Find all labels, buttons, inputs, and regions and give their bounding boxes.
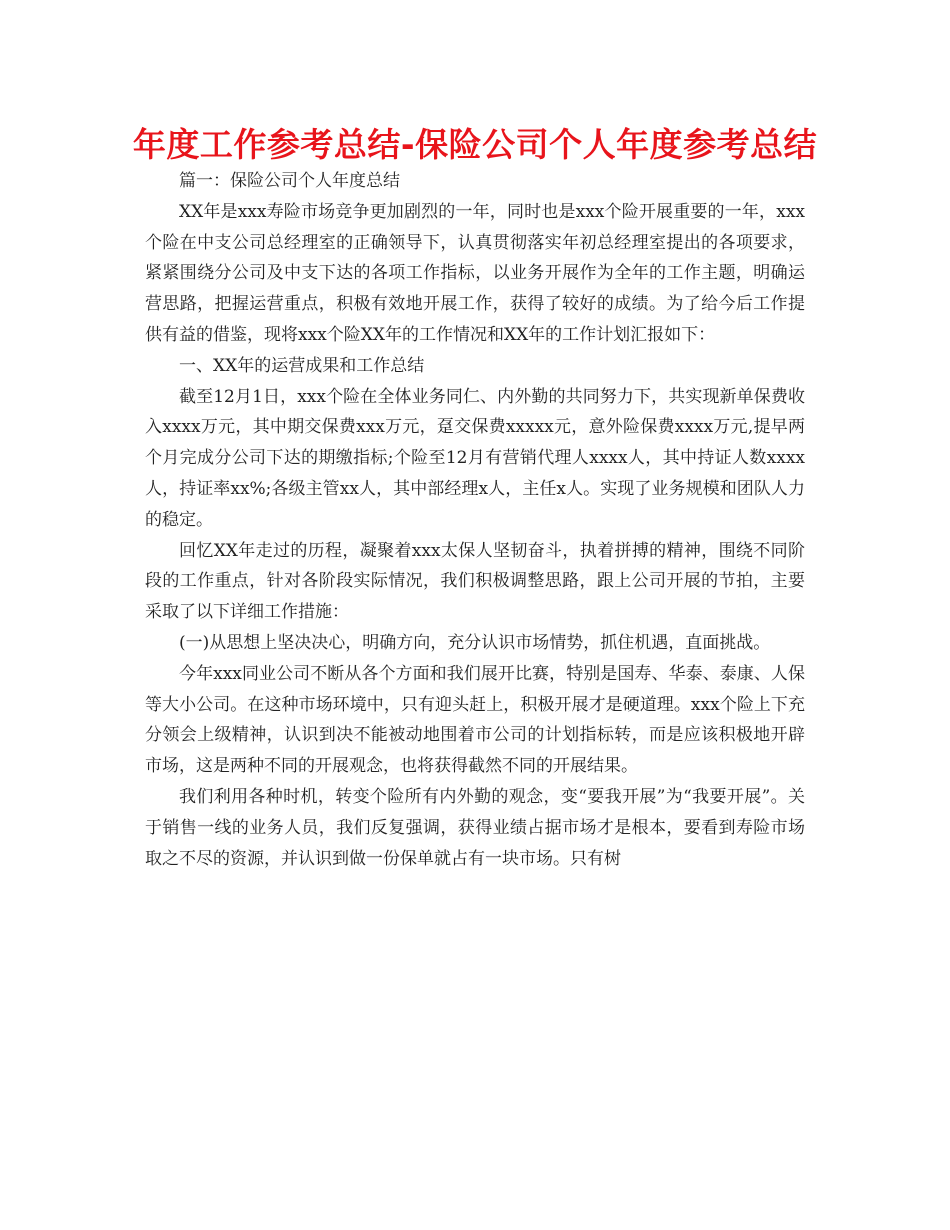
paragraph: 今年xxx同业公司不断从各个方面和我们展开比赛，特别是国寿、华泰、泰康、人保等大小公司。在这种市场环境中，只有迎头赶上，积极开展才是硬道理。xxx个险上下充分领会上级精神，认识到决不能被动地围着市公司的计划指标转，而是应该积极地开辟市场，这是两种不同的开展观念，也将获得截然不同的开展结果。 (145, 663, 805, 777)
document-title: 年度工作参考总结-保险公司个人年度参考总结 (132, 125, 818, 164)
paragraph: 回忆XX年走过的历程，凝聚着xxx太保人坚韧奋斗，执着拼搏的精神，围绕不同阶段的工作重点，针对各阶段实际情况，我们积极调整思路，跟上公司开展的节拍，主要采取了以下详细工作措施： (145, 540, 805, 623)
paragraph: 我们利用各种时机，转变个险所有内外勤的观念，变“要我开展”为“我要开展”。关于销售一线的业务人员，我们反复强调，获得业绩占据市场才是根本，要看到寿险市场取之不尽的资源，并认识到做一份保单就占有一块市场。只有树 (145, 786, 805, 869)
paragraph: 截至12月1日，xxx个险在全体业务同仁、内外勤的共同努力下，共实现新单保费收入xxxx万元，其中期交保费xxx万元，趸交保费xxxxx元，意外险保费xxxx万元,提早两个月完成分公司下达的期缴指标;个险至12月有营销代理人xxxx人，其中持证人数xxxx人，持证率xx%;各级主管xx人，其中部经理x人，主任x人。实现了业务规模和团队人力的稳定。 (145, 386, 805, 530)
paragraph-heading: 一、XX年的运营成果和工作总结 (179, 355, 425, 376)
document-body (145, 166, 805, 874)
paragraph-section-heading: 篇一：保险公司个人年度总结 (179, 171, 400, 191)
paragraph-subheading: (一)从思想上坚决决心，明确方向，充分认识市场情势，抓住机遇，直面挑战。 (179, 632, 771, 653)
paragraph: XX年是xxx寿险市场竞争更加剧烈的一年，同时也是xxx个险开展重要的一年，xxx个险在中支公司总经理室的正确领导下，认真贯彻落实年初总经理室提出的各项要求，紧紧围绕分公司及中支下达的各项工作指标，以业务开展作为全年的工作主题，明确运营思路，把握运营重点，积极有效地开展工作，获得了较好的成绩。为了给今后工作提供有益的借鉴，现将xxx个险XX年的工作情况和XX年的工作计划汇报如下： (145, 201, 805, 345)
